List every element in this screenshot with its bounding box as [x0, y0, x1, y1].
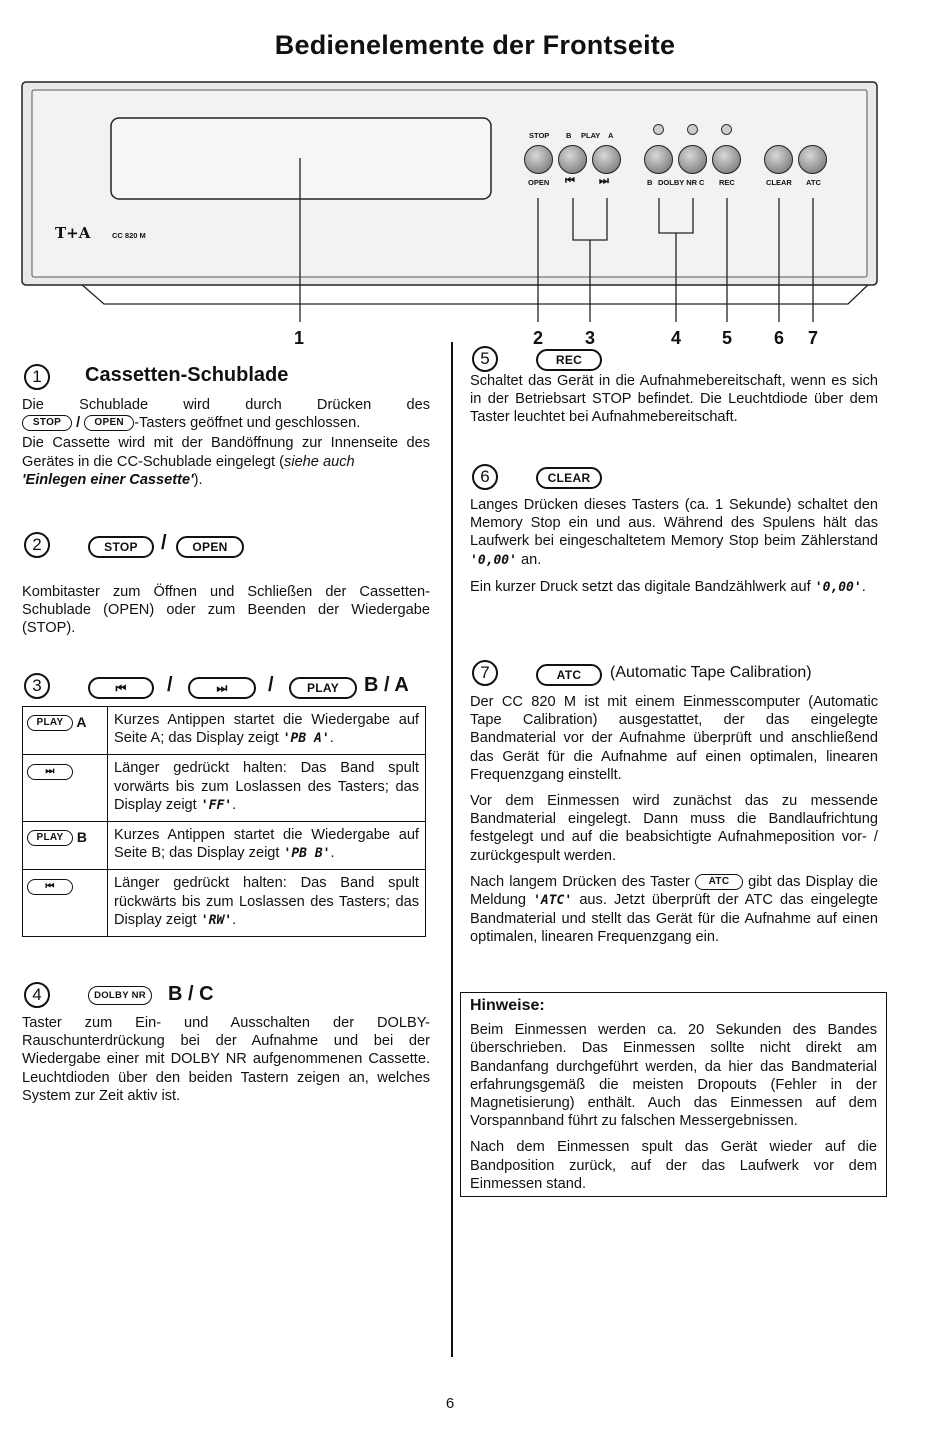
play-key: PLAY	[27, 715, 73, 731]
table-row	[23, 755, 426, 822]
column-divider	[451, 342, 453, 1357]
table-row	[23, 870, 426, 937]
section-7-number: 7	[472, 660, 498, 686]
label-a: A	[608, 131, 614, 140]
callout-leaders	[0, 0, 950, 340]
section-6-number: 6	[472, 464, 498, 490]
section-1-text-2a: Die Cassette wird mit der Bandöffnung zur Innenseite des Gerätes in die CC-Schublade eingelegt (	[22, 435, 430, 470]
section-2-body	[22, 583, 430, 646]
section-4-text: Taster zum Ein- und Ausschalten der DOLBY-Rauschunterdrückung bei der Aufnahme und bei der Wiedergabe einer mit DOLBY NR aufgenommenen Cassette. Leuchtdioden über den beiden Tastern zeigen an, welches System zur Zeit aktiv ist.	[22, 1015, 430, 1104]
label-stop: STOP	[529, 131, 550, 140]
section-5-text: Schaltet das Gerät in die Aufnahmebereitschaft, wenn es sich in der Betriebsart STOP befindet. Die Leuchtdiode über dem Taster leuchtet bei Aufnahmebereitschaft.	[470, 373, 878, 426]
section-7-text-3c: aus. Jetzt überprüft der ATC das eingelegte Bandmaterial und stellt das Gerät für die Aufnahme auf einen optimalen, linearen Frequenzgang ein.	[470, 892, 878, 946]
note-heading: Hinweise:	[470, 997, 545, 1014]
row-end: .	[232, 796, 237, 813]
fast-forward-key: ⏭	[27, 764, 73, 780]
callout-1: 1	[294, 328, 305, 348]
label-atc: ATC	[806, 178, 821, 187]
dolby-nr-key: DOLBY NR	[88, 986, 152, 1005]
lcd-readout: 'PB B'	[283, 846, 331, 862]
callout-4: 4	[671, 328, 682, 348]
atc-key: ATC	[536, 664, 602, 686]
section-7-heading: (Automatic Tape Calibration)	[610, 664, 812, 681]
section-1-text-2b: ).	[193, 471, 203, 488]
label-dolby-nr: DOLBY NR	[658, 178, 698, 187]
section-7-text-2: Vor dem Einmessen wird zunächst das zu messende Bandmaterial eingelegt. Dann muss die Bandlaufrichtung festgelegt und auf die beabsichtigte Aufnahmeposition vor- / zurückgespult werden.	[470, 793, 878, 864]
rewind-key: ⏮	[27, 879, 73, 895]
section-5-number: 5	[472, 346, 498, 372]
table-row	[23, 707, 426, 755]
section-1-text-2-italic: siehe auch	[284, 453, 355, 470]
label-dolby-c: C	[699, 178, 705, 187]
row-text: Kurzes Antippen startet die Wiedergabe auf Seite B; das Display zeigt	[114, 827, 419, 862]
model-label: CC 820 M	[112, 231, 146, 240]
row-text: Kurzes Antippen startet die Wiedergabe auf Seite A; das Display zeigt	[114, 712, 419, 747]
key-slash: /	[268, 674, 274, 696]
callout-2: 2	[533, 328, 544, 348]
section-6-text-2-end: .	[861, 578, 866, 595]
stop-key: STOP	[88, 536, 154, 558]
section-6-text-1: Langes Drücken dieses Tasters (ca. 1 Sekunde) schaltet den Memory Stop ein und aus. Während des Spulens hält das Laufwerk bei eingeschaltetem Memory Stop beim Zählerstand	[470, 497, 878, 550]
section-1-number: 1	[24, 364, 50, 390]
label-clear: CLEAR	[766, 178, 792, 187]
callout-6: 6	[774, 328, 785, 348]
row-text: Länger gedrückt halten: Das Band spult vorwärts bis zum Loslassen des Tasters; das Display zeigt	[114, 760, 419, 813]
side-label: B	[76, 829, 88, 846]
key-slash: /	[161, 532, 167, 554]
fast-forward-icon: ⏭	[599, 175, 609, 187]
section-7-text-3b: gibt das Display die Meldung	[470, 873, 878, 909]
section-1-text-2-bold: 'Einlegen einer Cassette'	[22, 471, 194, 488]
section-6-text-2: Ein kurzer Druck setzt das digitale Bandzählwerk auf	[470, 578, 815, 595]
fast-forward-key: ⏭	[188, 677, 256, 699]
lcd-readout: 'PB A'	[282, 731, 330, 747]
label-play: PLAY	[581, 131, 601, 140]
callout-5: 5	[722, 328, 733, 348]
section-1-text-1b: -Tasters geöffnet und geschlossen.	[134, 415, 361, 432]
section-2-number: 2	[24, 532, 50, 558]
label-b: B	[566, 131, 572, 140]
lcd-readout: '0,00'	[470, 552, 517, 568]
section-3-suffix: B / A	[364, 674, 409, 696]
label-rec: REC	[719, 178, 735, 187]
note-box	[460, 992, 887, 1197]
section-3-table	[22, 706, 426, 937]
section-7-text-1: Der CC 820 M ist mit einem Einmesscomputer (Automatic Tape Calibration) ausgestattet, der das eingelegte Bandmaterial vor der Aufnahme überprüft und anschließend das Gerät für die Aufnahme auf einen optimalen, linearen Frequenzgang einstellt.	[470, 694, 878, 783]
note-text-2: Nach dem Einmessen spult das Gerät wieder auf die Bandposition zurück, auf der das Laufwerk vor dem Einmessen stand.	[470, 1139, 877, 1192]
section-6-body	[470, 496, 878, 605]
row-end: .	[329, 730, 334, 747]
section-4-number: 4	[24, 982, 50, 1008]
section-1-heading: Cassetten-Schublade	[85, 364, 289, 386]
lcd-readout: 'ATC'	[533, 893, 573, 909]
note-text-1: Beim Einmessen werden ca. 20 Sekunden des Bandes überschrieben. Das Einmessen sollte nicht direkt am Bandanfang durchgeführt werden, da hier das Bandmaterial erfahrungsgemäß die meisten Dropouts (Fehler in der Magnetisierung) enthält. Auch das Einmessen auf dem Vorspannband führt zu falschen Messergebnissen.	[470, 1022, 877, 1130]
section-3-number: 3	[24, 673, 50, 699]
label-open: OPEN	[528, 178, 550, 187]
stop-key: STOP	[22, 415, 72, 431]
callout-7: 7	[808, 328, 819, 348]
lcd-readout: '0,00'	[814, 579, 862, 595]
open-key: OPEN	[84, 415, 134, 431]
key-slash: /	[76, 415, 81, 432]
section-2-text: Kombitaster zum Öffnen und Schließen der Cassetten-Schublade (OPEN) oder zum Beenden der Wiedergabe (STOP).	[22, 584, 430, 637]
key-slash: /	[167, 674, 173, 696]
side-label: A	[76, 714, 87, 730]
clear-key: CLEAR	[536, 467, 602, 489]
row-text: Länger gedrückt halten: Das Band spult rückwärts bis zum Loslassen des Tasters; das Display zeigt	[114, 875, 419, 928]
rewind-key: ⏮	[88, 677, 154, 699]
label-dolby-b: B	[647, 178, 653, 187]
row-end: .	[232, 911, 237, 928]
atc-key: ATC	[695, 874, 743, 890]
section-1-text-1a: Die Schublade wird durch Drücken des	[22, 397, 430, 413]
row-end: .	[330, 845, 335, 862]
play-key: PLAY	[289, 677, 357, 699]
lcd-readout: 'RW'	[200, 912, 233, 928]
page-title: Bedienelemente der Frontseite	[274, 30, 676, 60]
section-5-body	[470, 372, 878, 435]
section-4-suffix: B / C	[168, 983, 214, 1005]
rewind-icon: ⏮	[565, 175, 575, 187]
play-key: PLAY	[27, 830, 73, 846]
section-7-text-3a: Nach langem Drücken des Taster	[470, 873, 696, 890]
section-1-body	[22, 396, 430, 497]
callout-3: 3	[585, 328, 596, 348]
open-key: OPEN	[176, 536, 244, 558]
rec-key: REC	[536, 349, 602, 371]
table-row	[23, 822, 426, 870]
page-number: 6	[445, 1395, 455, 1412]
section-7-body	[470, 693, 878, 955]
lcd-readout: 'FF'	[200, 797, 233, 813]
section-6-text-1-end: an.	[516, 551, 542, 568]
section-4-body	[22, 1014, 430, 1113]
brand-logo: T+A	[55, 224, 91, 242]
